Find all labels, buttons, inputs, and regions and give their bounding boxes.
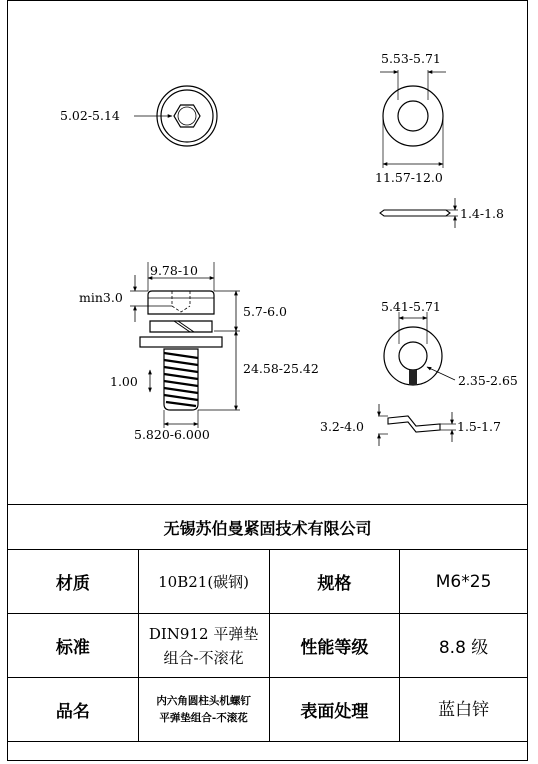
material-label: 材质 bbox=[8, 550, 139, 614]
grade-label: 性能等级 bbox=[269, 614, 400, 678]
material-value: 10B21(碳钢) bbox=[138, 550, 269, 614]
spring-id-dim: 5.41-5.71 bbox=[381, 299, 441, 314]
washer-thk-dim: 1.4-1.8 bbox=[460, 206, 504, 221]
spring-width-dim: 2.35-2.65 bbox=[458, 373, 518, 388]
grade-value: 8.8 级 bbox=[400, 614, 528, 678]
washer-id-dim: 5.53-5.71 bbox=[381, 51, 441, 66]
washer-od-dim: 11.57-12.0 bbox=[375, 170, 443, 185]
socket-depth-dim: min3.0 bbox=[79, 290, 123, 305]
product-name-line-2: 平弹垫组合-不滚花 bbox=[159, 711, 248, 724]
head-top-view bbox=[134, 86, 217, 146]
total-length-dim: 24.58-25.42 bbox=[243, 361, 319, 376]
standard-label: 标准 bbox=[8, 614, 139, 678]
head-height-dim: 5.7-6.0 bbox=[243, 304, 287, 319]
finish-value: 蓝白锌 bbox=[400, 678, 528, 742]
spring-washer-top-view bbox=[384, 312, 455, 385]
standard-value bbox=[138, 614, 269, 678]
product-name-value bbox=[138, 678, 269, 742]
screw-side-view bbox=[130, 262, 240, 428]
flat-washer-top-view bbox=[380, 70, 446, 168]
spec-label: 规格 bbox=[269, 550, 400, 614]
head-dia-dim: 9.78-10 bbox=[150, 263, 198, 278]
standard-value-line-2: 组合-不滚花 bbox=[163, 648, 244, 667]
company-name: 无锡苏伯曼紧固技术有限公司 bbox=[8, 505, 528, 550]
standard-value-line-1: DIN912 平弹垫 bbox=[148, 624, 259, 643]
thread-pitch-dim: 1.00 bbox=[110, 374, 138, 389]
flat-washer-side-view bbox=[380, 198, 458, 228]
spec-table bbox=[7, 504, 528, 742]
spring-thk-dim: 1.5-1.7 bbox=[457, 419, 501, 434]
head-hex-dim: 5.02-5.14 bbox=[60, 108, 120, 123]
product-name-label: 品名 bbox=[8, 678, 139, 742]
spec-value: M6*25 bbox=[400, 550, 528, 614]
spring-free-height-dim: 3.2-4.0 bbox=[320, 419, 364, 434]
spring-washer-side-view bbox=[378, 404, 456, 446]
product-name-line-1: 内六角圆柱头机螺钉 bbox=[156, 694, 251, 707]
thread-dia-dim: 5.820-6.000 bbox=[134, 427, 210, 442]
finish-label: 表面处理 bbox=[269, 678, 400, 742]
